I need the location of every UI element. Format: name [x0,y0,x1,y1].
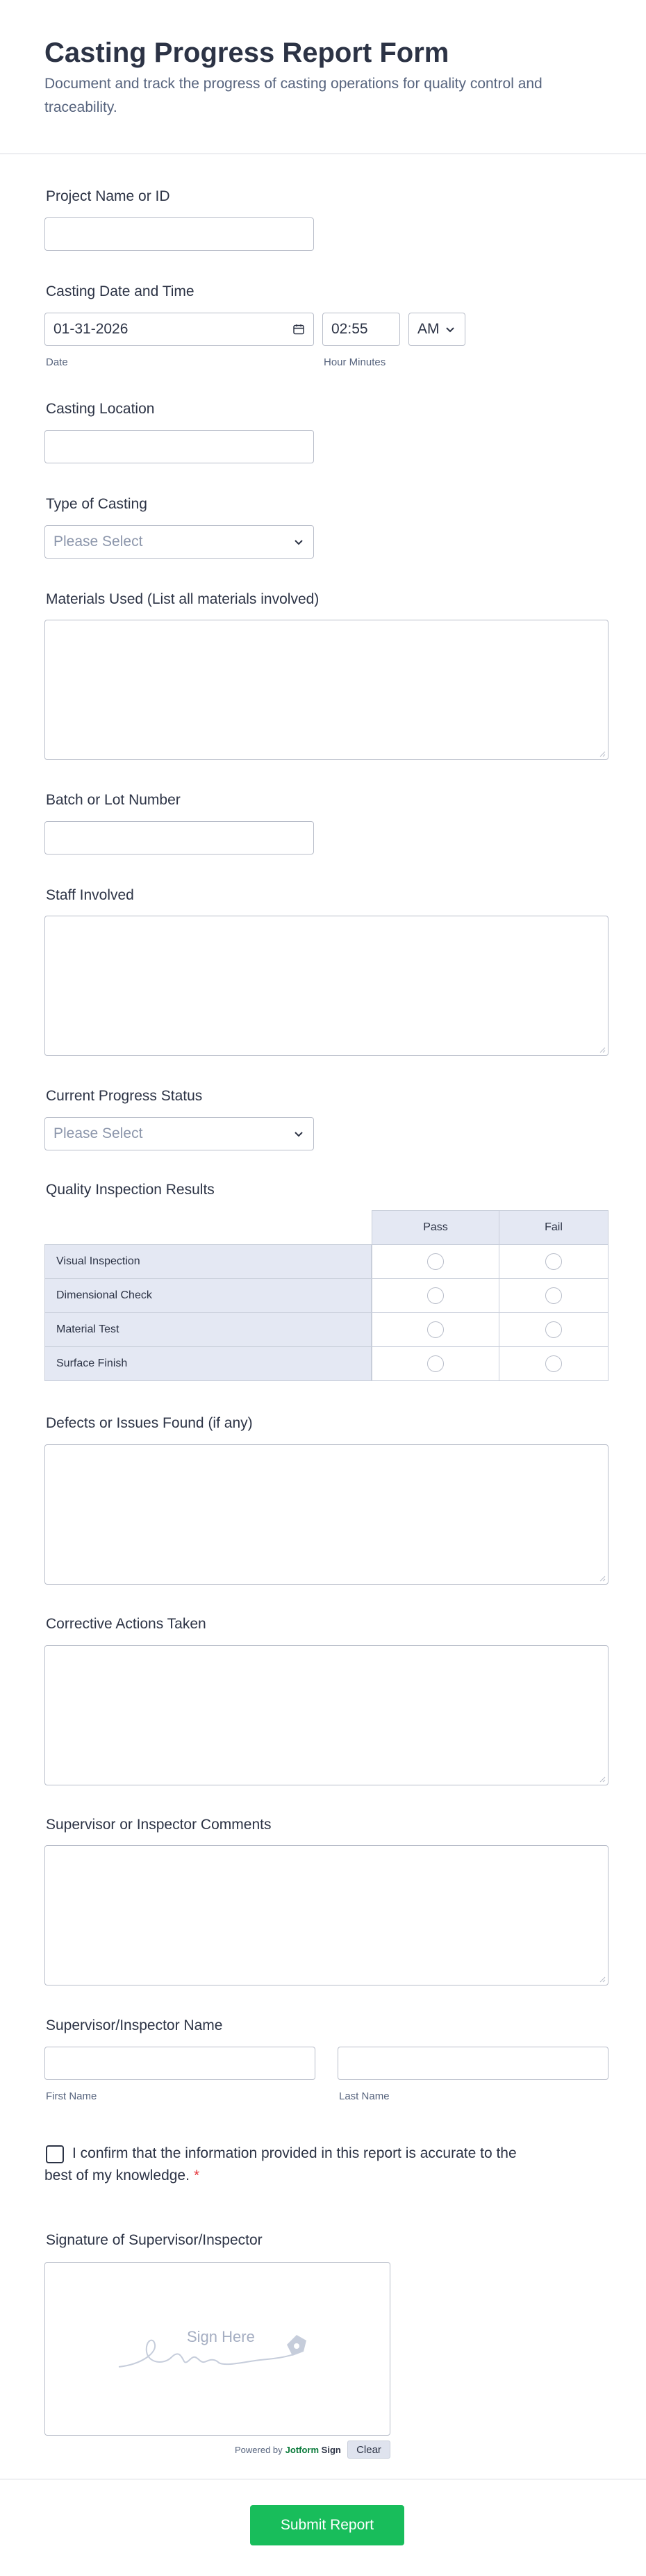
form-header [0,0,646,154]
matrix-row-label: Dimensional Check [44,1278,372,1313]
matrix-cell-pass[interactable] [372,1346,499,1381]
date-value: 01-31-2026 [53,321,129,337]
comments-label: Supervisor or Inspector Comments [46,1817,272,1833]
progress-status-select[interactable] [44,1117,314,1150]
confirm-label: I confirm that the information provided in this report is accurate to the best of my knowledge. [44,2145,517,2183]
required-mark: * [193,2168,200,2183]
progress-status-placeholder: Please Select [53,1125,143,1141]
batch-input[interactable] [44,821,314,854]
casting-type-select[interactable] [44,525,314,559]
comments-textarea[interactable] [44,1845,608,1985]
matrix-cell-pass[interactable] [372,1278,499,1313]
corrective-label: Corrective Actions Taken [46,1616,206,1632]
progress-status-label: Current Progress Status [46,1088,203,1104]
matrix-cell-fail[interactable] [499,1346,608,1381]
ampm-select[interactable] [408,313,465,346]
resize-grip-icon[interactable] [599,1776,606,1783]
clear-signature-button[interactable]: Clear [347,2441,390,2459]
first-name-sublabel: First Name [46,2090,97,2102]
inspector-name-label: Supervisor/Inspector Name [46,2017,223,2033]
corrective-textarea[interactable] [44,1645,608,1785]
resize-grip-icon[interactable] [599,1575,606,1582]
staff-textarea[interactable] [44,916,608,1056]
matrix-cell-fail[interactable] [499,1312,608,1347]
powered-by-text: Powered by [235,2444,283,2455]
matrix-header-pass: Pass [372,1210,499,1245]
materials-label: Materials Used (List all materials involved) [46,591,320,607]
casting-datetime-label: Casting Date and Time [46,283,194,299]
batch-label: Batch or Lot Number [46,792,181,808]
radio-button[interactable] [427,1355,444,1372]
resize-grip-icon[interactable] [599,1046,606,1053]
radio-button[interactable] [427,1253,444,1270]
casting-type-placeholder: Please Select [53,534,143,550]
staff-label: Staff Involved [46,887,134,903]
first-name-input[interactable] [44,2047,315,2080]
quality-label: Quality Inspection Results [46,1182,215,1198]
defects-textarea[interactable] [44,1444,608,1585]
matrix-cell-fail[interactable] [499,1244,608,1279]
resize-grip-icon[interactable] [599,750,606,757]
location-label: Casting Location [46,401,155,417]
brand-jotform: Jotform [285,2444,320,2455]
matrix-cell-fail[interactable] [499,1278,608,1313]
project-input[interactable] [44,217,314,251]
submit-button[interactable]: Submit Report [250,2505,404,2545]
project-label: Project Name or ID [46,188,170,204]
ampm-value: AM [417,321,440,337]
sign-here-hint: Sign Here [187,2328,255,2345]
matrix-row-label: Material Test [44,1312,372,1347]
time-sublabel: Hour Minutes [324,356,386,368]
resize-grip-icon[interactable] [599,1976,606,1983]
time-input[interactable]: 02:55 [322,313,400,346]
jotform-sign-logo [285,2445,341,2455]
matrix-cell-pass[interactable] [372,1312,499,1347]
signature-label: Signature of Supervisor/Inspector [46,2232,263,2248]
radio-button[interactable] [427,1287,444,1304]
chevron-down-icon [292,1128,305,1140]
last-name-input[interactable] [338,2047,608,2080]
matrix-cell-pass[interactable] [372,1244,499,1279]
brand-sign: Sign [321,2444,341,2455]
location-input[interactable] [44,430,314,463]
radio-button[interactable] [545,1321,562,1338]
chevron-down-icon [444,323,456,336]
last-name-sublabel: Last Name [339,2090,390,2102]
casting-type-label: Type of Casting [46,496,147,512]
calendar-icon[interactable] [292,323,305,336]
matrix-header-fail: Fail [499,1210,608,1245]
form-subtitle: Document and track the progress of casting operations for quality control and traceability. [44,76,543,115]
chevron-down-icon [292,536,305,548]
radio-button[interactable] [545,1253,562,1270]
matrix-row-label: Visual Inspection [44,1244,372,1279]
materials-textarea[interactable] [44,620,608,760]
defects-label: Defects or Issues Found (if any) [46,1415,253,1431]
date-input[interactable] [44,313,314,346]
signature-pad[interactable] [44,2262,390,2436]
confirm-text [44,2142,545,2187]
powered-by [235,2441,341,2458]
form-title: Casting Progress Report Form [44,38,449,68]
date-sublabel: Date [46,356,68,368]
matrix-row-label: Surface Finish [44,1346,372,1381]
radio-button[interactable] [545,1355,562,1372]
radio-button[interactable] [545,1287,562,1304]
radio-button[interactable] [427,1321,444,1338]
